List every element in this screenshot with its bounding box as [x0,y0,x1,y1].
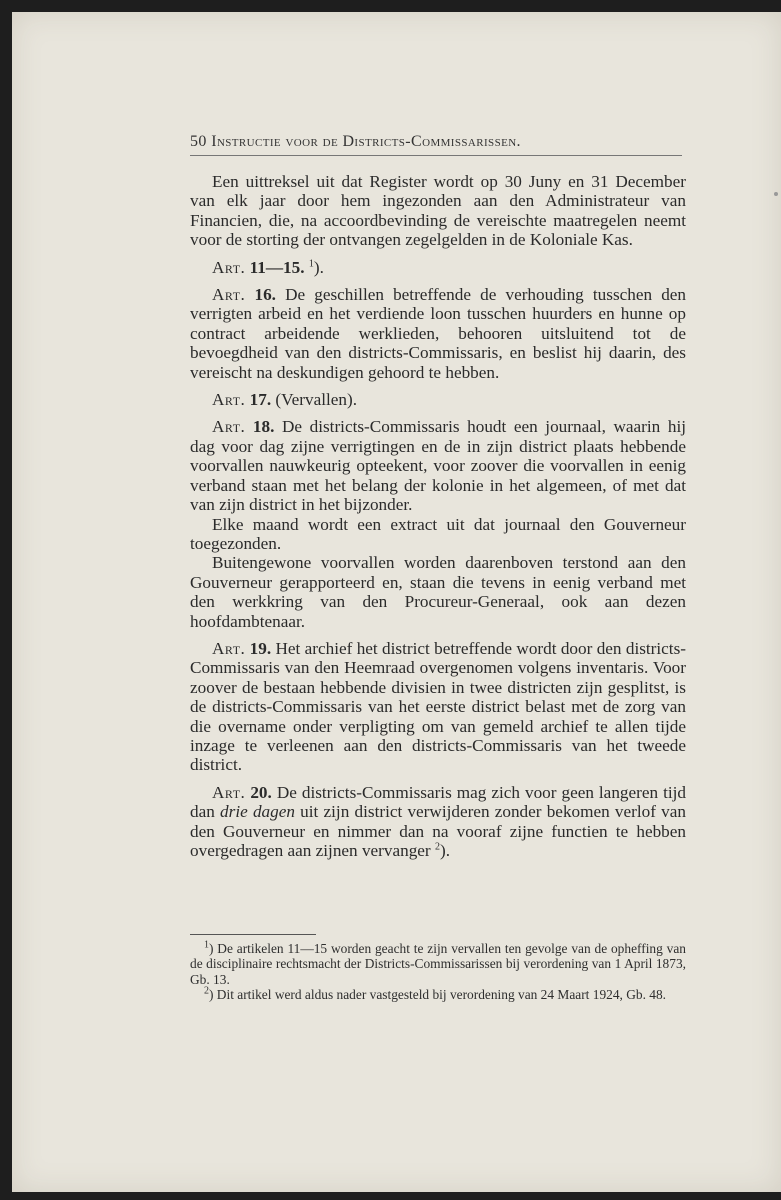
article-20: Art. 20. De districts-Commissaris mag zich voor geen langeren tijd dan drie dagen uit zijn district verwijderen zonder bekomen verlof van den Gouverneur en nimmer dan na vooraf zijne functien te hebben overgedragen aan zijnen vervanger $^2$). [190,782,686,860]
paper-speck [774,192,778,196]
paragraph-register-extract: Een uittreksel uit dat Register wordt op 30 Juny en 31 December van elk jaar door hem ingezonden aan den Administrateur van Financien, die, na accoordbevinding de vereischte maatregelen neemt voor de storting der ontvangen zegelgelden in de Koloniale Kas. [190,172,686,250]
header-rule [190,155,682,156]
article-18: Art. 18. De districts-Commissaris houdt een journaal, waarin hij dag voor dag zijne verrigtingen en de in zijn district plaats hebbende voorvallen nauwkeurig opteekent, voor zoover die voorvallen in eenig verband staan met het belang der kolonie in het algemeen, of met dat van zijn district in het bijzonder. [190,417,686,515]
paragraph-extraordinary-events: Buitengewone voorvallen worden daarenboven terstond aan den Gouverneur gerapporteerd en, staan die tevens in eenig verband met den werkkring van den Procureur-Generaal, ook aan dezen hoofdambtenaar. [190,553,686,631]
footnote-1: $^1$) De artikelen 11—15 worden geacht te zijn vervallen ten gevolge van de opheffing van de disciplinaire rechtsmacht der Districts-Commissarissen bij verordening van 1 April 1873, Gb. 13. [190,939,686,987]
footnotes [190,941,686,1003]
footnote-ref-1[interactable]: 1 [308,257,314,269]
running-title: Instructie voor de Districts-Commissarissen. [211,133,521,150]
article-16: Art. 16. De geschillen betreffende de verhouding tusschen den verrigten arbeid en het verdiende loon tusschen huurders en hunne op contract arbeidende werklieden, behooren uitsluitend tot de bevoegdheid van den districts-Commissaris, en beslist hij daarin, des vereischt na deskundigen gehoord te hebben. [190,285,687,382]
footnote-2: $^2$) Dit artikel werd aldus nader vastgesteld bij verordening van 24 Maart 1924, Gb. 48. [204,985,667,1003]
running-header [190,133,686,151]
article-19: Art. 19. Het archief het district betreffende wordt door den districts-Commissaris van den Heemraad overgenomen volgens inventaris. Voor zoover de bestaan hebbende divisien in twee districten zijn gesplitst, is de districts-Commissaris van het eerste district belast met de zorg van die overname onder verpligting om van gemeld archief te allen tijde inzage te verleenen aan den districts-Commissaris van het tweede district. [190,638,686,775]
paragraph-monthly-extract: Elke maand wordt een extract uit dat journaal den Gouverneur toegezonden. [190,514,686,553]
body-text [190,172,686,860]
article-17: Art. 17. (Vervallen). [212,390,358,410]
footnote-ref-2[interactable]: 2 [434,841,440,853]
footnote-rule [190,934,316,935]
page-number: 50 [190,133,207,150]
article-11-15: Art. 11—15. $^1$). [212,257,324,277]
